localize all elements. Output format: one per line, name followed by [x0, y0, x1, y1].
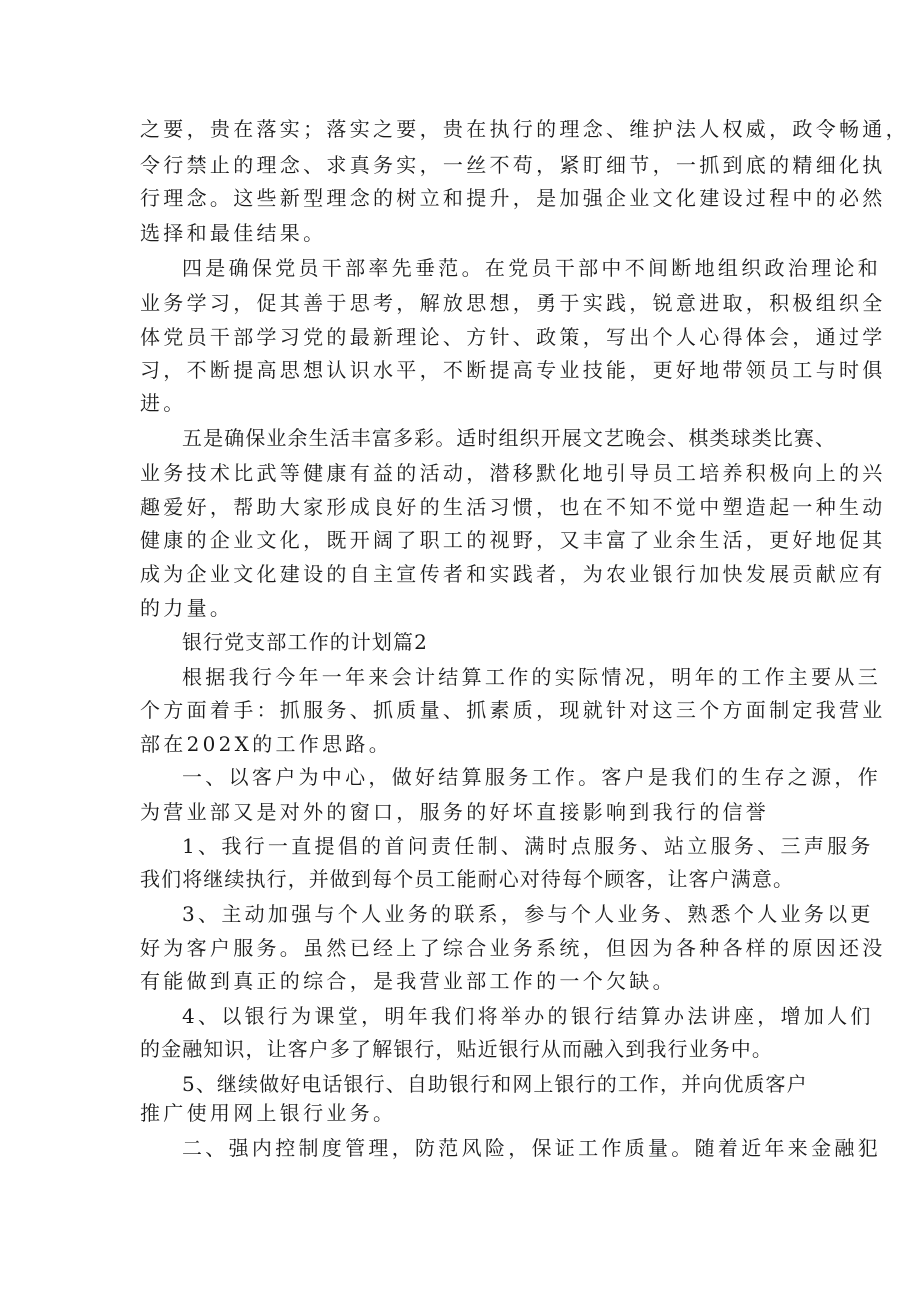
text-line: 趣爱好，帮助大家形成良好的生活习惯，也在不知不觉中塑造起一种生动 [140, 495, 886, 519]
text-line: 有能做到真正的综合，是我营业部工作的一个欠缺。 [140, 969, 676, 993]
text-line: 业务学习，促其善于思考，解放思想，勇于实践，锐意进取，积极组织全 [140, 291, 886, 315]
text-line: 5、继续做好电话银行、自助银行和网上银行的工作，并向优质客户 [182, 1072, 808, 1096]
text-line: 部在202X的工作思路。 [140, 732, 393, 756]
text-line: 好为客户服务。虽然已经上了综合业务系统，但因为各种各样的原因还没 [140, 936, 886, 960]
text-line: 3、主动加强与个人业务的联系，参与个人业务、熟悉个人业务以更 [182, 902, 874, 926]
text-line: 二、强内控制度管理，防范风险，保证工作质量。随着近年来金融犯 [182, 1136, 881, 1160]
section-heading: 银行党支部工作的计划篇2 [182, 630, 428, 654]
text-line: 4、以银行为课堂，明年我们将举办的银行结算办法讲座，增加人们 [182, 1004, 874, 1028]
text-line: 五是确保业余生活丰富多彩。适时组织开展文艺晚会、棋类球类比赛、 [182, 426, 837, 450]
text-line: 为营业部又是对外的窗口，服务的好坏直接影响到我行的信誉 [140, 800, 770, 824]
text-line: 选择和最佳结果。 [140, 221, 327, 245]
text-line: 我们将继续执行，并做到每个员工能耐心对待每个顾客，让客户满意。 [140, 867, 795, 891]
text-line: 个方面着手：抓服务、抓质量、抓素质，现就针对这三个方面制定我营业 [140, 698, 886, 722]
text-line: 的力量。 [140, 596, 234, 620]
text-line: 1、我行一直提倡的首问责任制、满时点服务、站立服务、三声服务 [182, 834, 874, 858]
text-line: 一、以客户为中心，做好结算服务工作。客户是我们的生存之源，作 [182, 765, 881, 789]
text-line: 业务技术比武等健康有益的活动，潜移默化地引导员工培养积极向上的兴 [140, 461, 886, 485]
text-line: 之要，贵在落实；落实之要，贵在执行的理念、维护法人权威，政令畅通， [140, 117, 909, 141]
text-line: 习，不断提高思想认识水平，不断提高专业技能，更好地带领员工与时俱 [140, 358, 886, 382]
text-line: 进。 [140, 391, 187, 415]
text-line: 成为企业文化建设的自主宣传者和实践者，为农业银行加快发展贡献应有 [140, 562, 886, 586]
text-line: 根据我行今年一年来会计结算工作的实际情况，明年的工作主要从三 [182, 665, 881, 689]
text-line: 四是确保党员干部率先垂范。在党员干部中不间断地组织政治理论和 [182, 256, 881, 280]
text-line: 推广使用网上银行业务。 [140, 1101, 397, 1125]
text-line: 体党员干部学习党的最新理论、方针、政策，写出个人心得体会，通过学 [140, 325, 886, 349]
text-line: 令行禁止的理念、求真务实，一丝不苟，紧盯细节，一抓到底的精细化执 [140, 153, 886, 177]
text-line: 行理念。这些新型理念的树立和提升，是加强企业文化建设过程中的必然 [140, 186, 886, 210]
text-line: 健康的企业文化，既开阔了职工的视野，又丰富了业余生活，更好地促其 [140, 528, 886, 552]
text-line: 的金融知识，让客户多了解银行，贴近银行从而融入到我行业务中。 [140, 1037, 773, 1061]
